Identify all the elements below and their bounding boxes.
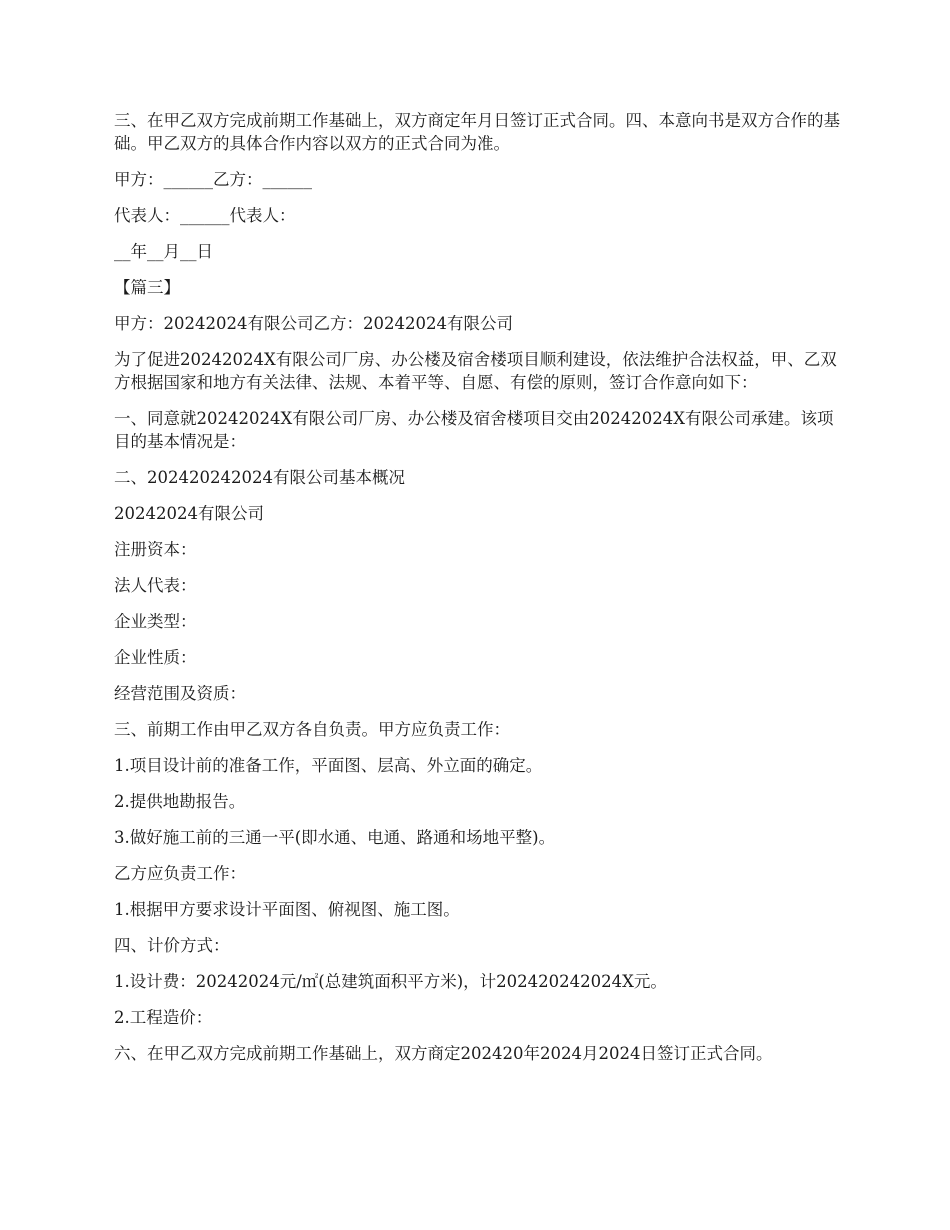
- registered-capital-field: 注册资本：: [114, 540, 197, 559]
- party-b-duties-heading: 乙方应负责工作：: [114, 864, 246, 883]
- parties-line: 甲方：20242024有限公司乙方：20242024有限公司: [114, 314, 513, 333]
- section-heading-part-3: 【篇三】: [114, 278, 180, 297]
- clause-3-heading: 三、前期工作由甲乙双方各自负责。甲方应负责工作：: [114, 720, 510, 739]
- party-b-duty-1: 1.根据甲方要求设计平面图、俯视图、施工图。: [114, 900, 460, 919]
- legal-representative-field: 法人代表：: [114, 576, 197, 595]
- business-scope-field: 经营范围及资质：: [114, 684, 246, 703]
- document-body: [114, 109, 844, 1078]
- enterprise-nature-field: 企业性质：: [114, 648, 197, 667]
- preamble-paragraph: 为了促进20242024X有限公司厂房、办公楼及宿舍楼项目顺利建设，依法维护合法权益，甲、乙双方根据国家和地方有关法律、法规、本着平等、自愿、有偿的原则，签订合作意向如下：: [114, 350, 837, 392]
- signature-representatives-line: 代表人：______代表人：: [114, 206, 296, 225]
- paragraph-clause-3-and-4: 三、在甲乙双方完成前期工作基础上，双方商定年月日签订正式合同。四、本意向书是双方合作的基础。甲乙双方的具体合作内容以双方的正式合同为准。: [114, 111, 840, 153]
- party-a-duty-3: 3.做好施工前的三通一平(即水通、电通、路通和场地平整)。: [114, 828, 556, 847]
- signature-date-line: __年__月__日: [114, 242, 213, 261]
- party-a-duty-2: 2.提供地勘报告。: [114, 792, 246, 811]
- pricing-item-1: 1.设计费：20242024元/㎡(总建筑面积平方米)，计202420242024X元。: [114, 972, 667, 991]
- pricing-item-2: 2.工程造价：: [114, 1008, 213, 1027]
- clause-6-paragraph: 六、在甲乙双方完成前期工作基础上，双方商定202420年2024月2024日签订正式合同。: [114, 1044, 773, 1063]
- company-name-line: 20242024有限公司: [114, 504, 264, 523]
- clause-2-heading: 二、202420242024有限公司基本概况: [114, 468, 405, 487]
- clause-1-paragraph: 一、同意就20242024X有限公司厂房、办公楼及宿舍楼项目交由20242024X有限公司承建。该项目的基本情况是：: [114, 409, 834, 451]
- signature-parties-line: 甲方：______乙方：______: [114, 170, 312, 189]
- clause-4-heading: 四、计价方式：: [114, 936, 230, 955]
- enterprise-type-field: 企业类型：: [114, 612, 197, 631]
- party-a-duty-1: 1.项目设计前的准备工作，平面图、层高、外立面的确定。: [114, 756, 543, 775]
